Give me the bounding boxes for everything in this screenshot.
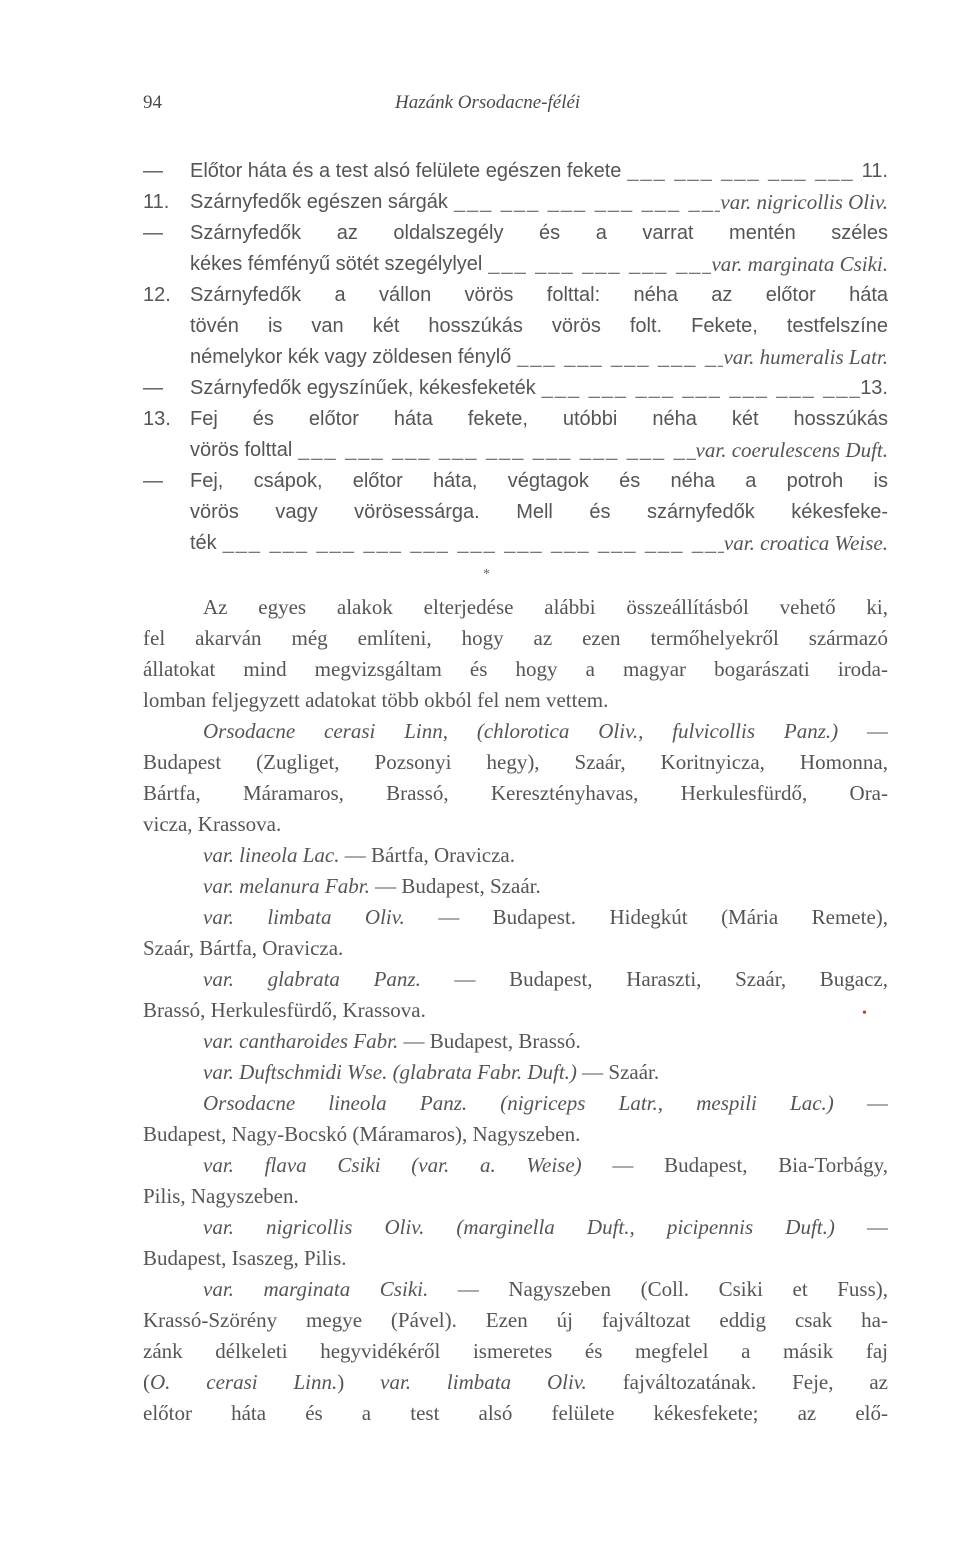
dot-leader [621, 156, 861, 187]
key-text: Fej és előtor háta fekete, utóbbi néha két hosszúkás [190, 408, 888, 430]
key-couplet-number: — [143, 222, 163, 244]
key-line [143, 280, 888, 311]
key-couplet-number [143, 528, 190, 559]
key-line [143, 466, 888, 497]
key-text: Előtor háta és a test alsó felülete egészen fekete ___ _ 11. [190, 156, 888, 187]
key-result: var. nigricollis Oliv. [720, 190, 888, 214]
text-line: var. glabrata Panz. — Budapest, Haraszti, Szaár, Bugacz, [203, 967, 888, 991]
key-text: kékes fémfényű sötét szegélylyel ___ _ var. marginata Csiki. [190, 249, 888, 280]
text-line: var. flava Csiki (var. a. Weise) — Budapest, Bia-Torbágy, [203, 1153, 888, 1177]
key-line [143, 218, 888, 249]
key-line [143, 404, 888, 435]
key-line [143, 187, 888, 218]
text-line: var. nigricollis Oliv. (marginella Duft., picipennis Duft.) — [203, 1215, 888, 1239]
text-line: Pilis, Nagyszeben. [143, 1184, 299, 1208]
key-line [143, 249, 888, 280]
dot-leader [536, 373, 860, 404]
dot-leader [511, 342, 723, 373]
key-result: 13. [860, 377, 888, 399]
dot-leader [448, 187, 720, 218]
text-line: Bártfa, Máramaros, Brassó, Keresztényhavas, Herkulesfürdő, Ora- [143, 781, 888, 805]
key-couplet-number [143, 435, 190, 466]
key-text: Szárnyfedők egyszínűek, kékesfeketék ___ _ 13. [190, 373, 888, 404]
text-line: Budapest, Nagy-Bocskó (Máramaros), Nagyszeben. [143, 1122, 581, 1146]
text-line: Orsodacne cerasi Linn, (chlorotica Oliv., fulvicollis Panz.) — [203, 719, 888, 743]
text-line: var. marginata Csiki. — Nagyszeben (Coll. Csiki et Fuss), [203, 1277, 888, 1301]
key-line [143, 156, 888, 187]
text-line: Krassó-Szörény megye (Pável). Ezen új fajváltozat eddig csak ha- [143, 1308, 888, 1332]
text-line: előtor háta és a test alsó felülete kékesfekete; az elő- [143, 1401, 888, 1425]
key-text: tövén is van két hosszúkás vörös folt. Fekete, testfelszíne [190, 315, 888, 337]
key-couplet-number [143, 342, 190, 373]
text-line: Az egyes alakok elterjedése alábbi összeállításból vehető ki, [203, 595, 888, 619]
text-line: var. cantharoides Fabr. — Budapest, Brassó. [203, 1029, 581, 1053]
text-line: zánk délkeleti hegyvidékéről ismeretes és megfelel a másik faj [143, 1339, 888, 1363]
text-line: Brassó, Herkulesfürdő, Krassova. [143, 998, 426, 1022]
key-result: var. croatica Weise. [723, 531, 888, 555]
key-line [143, 373, 888, 404]
text-line: Budapest (Zugliget, Pozsonyi hegy), Szaár, Koritnyicza, Homonna, [143, 750, 888, 774]
key-line [143, 497, 888, 528]
key-couplet-number [143, 497, 190, 528]
key-line [143, 528, 888, 559]
key-text: ték ___ _ var. croatica Weise. [190, 528, 888, 559]
key-couplet-number: — [143, 470, 163, 492]
key-result: var. marginata Csiki. [711, 252, 888, 276]
key-couplet-number: 13. [143, 408, 171, 430]
text-line: var. melanura Fabr. — Budapest, Szaár. [203, 874, 541, 898]
key-text: Szárnyfedők az oldalszegély és a varrat mentén széles [190, 222, 888, 244]
key-text: vörös folttal ___ _ var. coerulescens Duft. [190, 435, 888, 466]
dot-leader [217, 528, 724, 559]
key-text: Fej, csápok, előtor háta, végtagok és néha a potroh is [190, 470, 888, 492]
dot-leader [292, 435, 695, 466]
key-line [143, 342, 888, 373]
key-couplet-number: 11. [143, 191, 170, 213]
key-text: némelykor kék vagy zöldesen fénylő ___ _ var. humeralis Latr. [190, 342, 888, 373]
key-text: Szárnyfedők egészen sárgák ___ _ var. nigricollis Oliv. [190, 187, 888, 218]
key-couplet-number: 12. [143, 284, 171, 306]
dot-leader [482, 249, 711, 280]
key-line [143, 435, 888, 466]
key-line [143, 311, 888, 342]
key-couplet-number: — [143, 377, 163, 399]
key-couplet-number: — [143, 160, 163, 182]
distribution-text [143, 592, 888, 1429]
key-result: var. humeralis Latr. [723, 345, 888, 369]
page-number: 94 [143, 92, 162, 113]
text-line: vicza, Krassova. [143, 812, 282, 836]
text-line: var. lineola Lac. — Bártfa, Oravicza. [203, 843, 515, 867]
running-header [143, 92, 888, 118]
text-line: Budapest, Isaszeg, Pilis. [143, 1246, 347, 1270]
running-title: Hazánk Orsodacne-féléi [395, 92, 581, 113]
text-line: var. limbata Oliv. — Budapest. Hidegkút (Mária Remete), [203, 905, 888, 929]
key-result: var. coerulescens Duft. [695, 438, 888, 462]
text-line: (O. cerasi Linn.) var. limbata Oliv. fajváltozatának. Feje, az [143, 1370, 888, 1394]
key-couplet-number [143, 249, 190, 280]
text-line: állatokat mind megvizsgáltam és hogy a magyar bogarászati iroda- [143, 657, 888, 681]
text-line: Orsodacne lineola Panz. (nigriceps Latr., mespili Lac.) — [203, 1091, 888, 1115]
text-line: var. Duftschmidi Wse. (glabrata Fabr. Duft.) — Szaár. [203, 1060, 660, 1084]
key-result: 11. [861, 160, 888, 182]
section-separator: * [483, 567, 490, 582]
text-line: fel akarván még említeni, hogy az ezen termőhelyekről származó [143, 626, 888, 650]
text-line: lomban feljegyzett adatokat több okból fel nem vettem. [143, 688, 609, 712]
key-text: Szárnyfedők a vállon vörös folttal: néha az előtor háta [190, 284, 888, 306]
identification-key [143, 156, 888, 559]
margin-mark: • [862, 1006, 867, 1021]
text-line: Szaár, Bártfa, Oravicza. [143, 936, 344, 960]
key-couplet-number [143, 311, 190, 342]
key-text: vörös vagy vörösessárga. Mell és szárnyfedők kékesfeke- [190, 501, 888, 523]
